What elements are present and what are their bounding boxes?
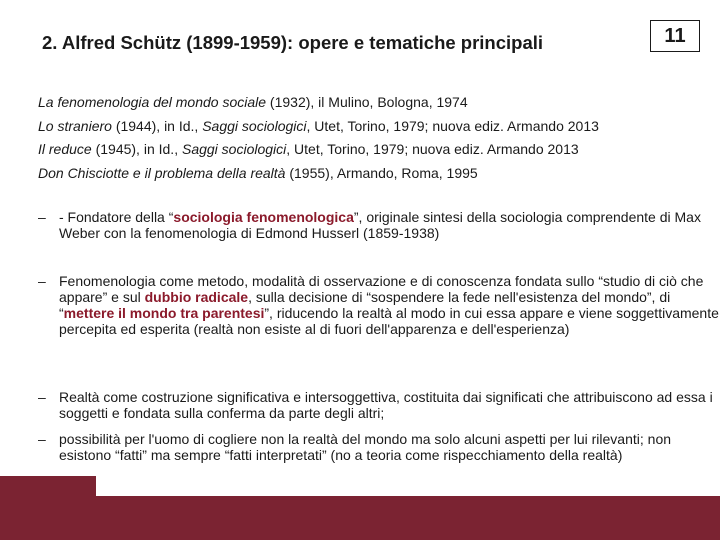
bullet-fenomenologia-metodo bbox=[38, 273, 719, 337]
bullet-dash: – bbox=[38, 431, 46, 447]
bullet-possibilita-uomo bbox=[38, 431, 719, 463]
bibliography-item: Il reduce (1945), in Id., Saggi sociologici, Utet, Torino, 1979; nuova ediz. Armando 2013 bbox=[38, 141, 579, 157]
bibliography-item: Lo straniero (1944), in Id., Saggi sociologici, Utet, Torino, 1979; nuova ediz. Armando 2013 bbox=[38, 117, 599, 134]
bibliography-item: La fenomenologia del mondo sociale (1932), il Mulino, Bologna, 1974 bbox=[38, 94, 468, 110]
bullet-dash: – bbox=[38, 389, 46, 405]
bullet-dash: – bbox=[38, 209, 46, 225]
bullet-realta-costruzione bbox=[38, 389, 719, 421]
bullet-dash: – bbox=[38, 273, 46, 289]
bibliography-item: Don Chisciotte e il problema della realtà (1955), Armando, Roma, 1995 bbox=[38, 164, 478, 181]
footer-bar bbox=[0, 496, 720, 540]
footer-accent-block bbox=[0, 476, 96, 496]
bullet-text: - Fondatore della “sociologia fenomenologica”, originale sintesi della sociologia comprendente di Max Weber con la fenomenologia di Edmond Husserl (1859-1938) bbox=[59, 209, 701, 241]
bibliography-list bbox=[38, 91, 599, 185]
slide-title: 2. Alfred Schütz (1899-1959): opere e tematiche principali bbox=[42, 32, 544, 53]
bullet-text: Realtà come costruzione significativa e intersoggettiva, costituita dai significati che attribuiscono ad essa i soggetti e fondata sulla conferma da parte degli altri; bbox=[59, 389, 713, 421]
page-number: 11 bbox=[650, 20, 700, 52]
bullet-text: possibilità per l'uomo di cogliere non la realtà del mondo ma solo alcuni aspetti per lui rilevanti; non esistono “fatti” ma sempre “fatti interpretati” (no a teoria come rispecchiamento della realtà) bbox=[59, 431, 672, 463]
bullet-text: Fenomenologia come metodo, modalità di osservazione e di conoscenza fondata sullo “studio di ciò che appare” e sul dubbio radicale, sulla decisione di “sospendere la fede nell'esistenza del mondo”, di “mettere il mondo tra parentesi”, riducendo la realtà al modo in cui essa appare e viene soggettivamente percepita ed esperita (realtà non esiste al di fuori dell'apparenza e dell'esperienza) bbox=[59, 273, 719, 337]
bullet-sociologia-fenomenologica bbox=[38, 209, 719, 241]
